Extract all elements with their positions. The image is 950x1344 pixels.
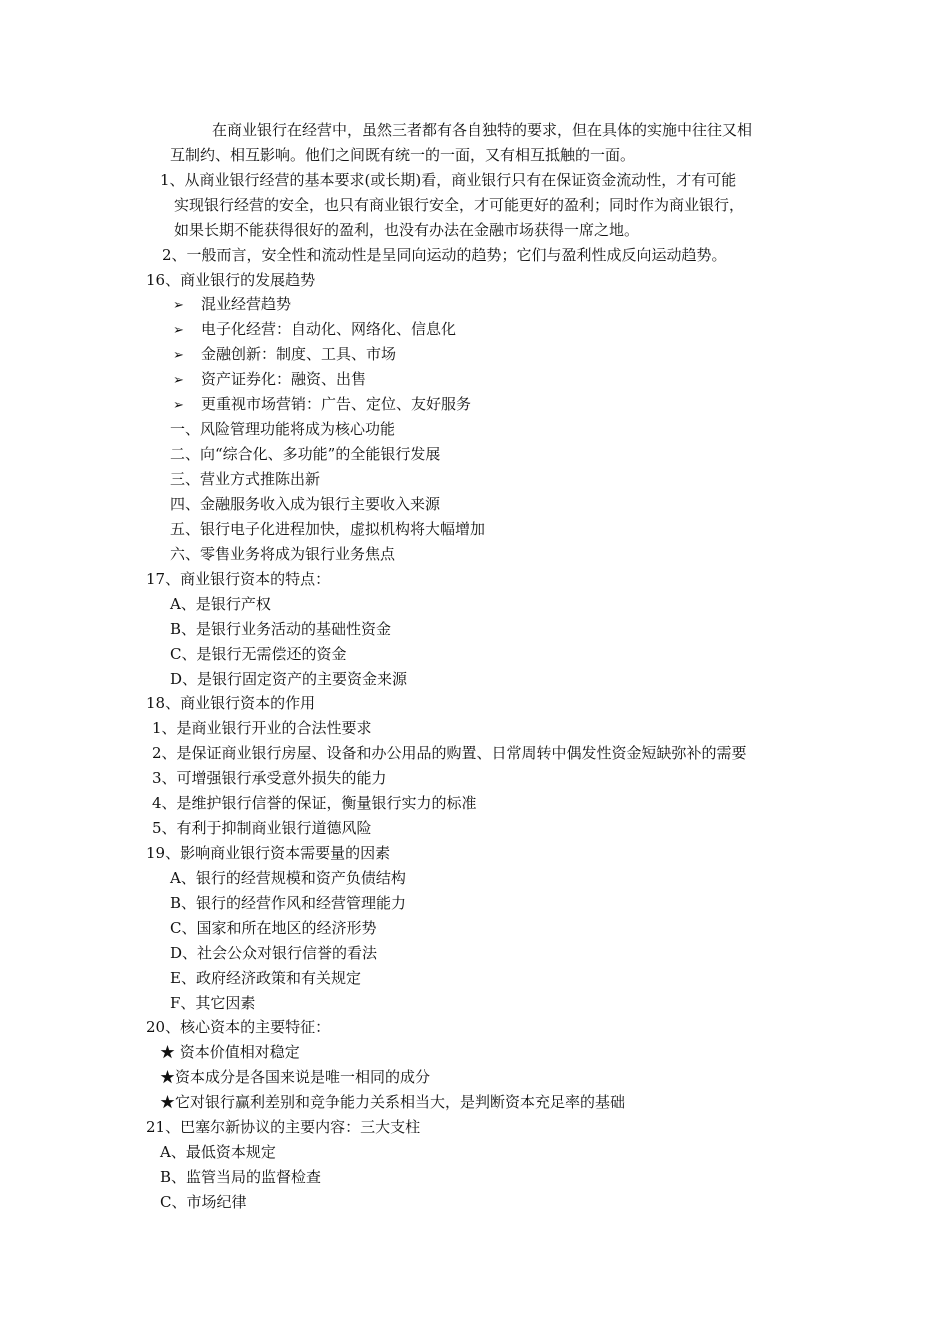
list-item: C、市场纪律 [160,1193,247,1211]
section-20-heading: 20、核心资本的主要特征： [146,1018,331,1036]
list-item: F、其它因素 [170,994,256,1012]
bullet-item-text: 金融创新：制度、工具、市场 [201,345,397,363]
list-item: 二、向“综合化、多功能”的全能银行发展 [170,445,441,463]
arrow-bullet-icon: ➢ [173,373,184,388]
list-item: 一、风险管理功能将成为核心功能 [170,420,396,438]
intro-point-1-line: 实现银行经营的安全，也只有商业银行安全，才可能更好的盈利；同时作为商业银行， [174,196,745,214]
bullet-item-text: 电子化经营：自动化、网络化、信息化 [201,320,457,338]
bullet-item [173,344,396,366]
intro-point-2: 2、一般而言，安全性和流动性是呈同向运动的趋势；它们与盈利性成反向运动趋势。 [162,246,727,264]
list-item: A、是银行产权 [170,595,271,613]
bullet-item [173,319,456,341]
star-item: ★它对银行赢利差别和竞争能力关系相当大，是判断资本充足率的基础 [160,1093,626,1111]
section-21-heading: 21、巴塞尔新协议的主要内容：三大支柱 [146,1118,421,1136]
bullet-item [173,394,471,416]
bullet-item [173,294,291,316]
bullet-item-text: 更重视市场营销：广告、定位、友好服务 [201,395,472,413]
intro-point-1-line: 如果长期不能获得很好的盈利，也没有办法在金融市场获得一席之地。 [174,221,640,239]
intro-paragraph-line: 互制约、相互影响。他们之间既有统一的一面，又有相互抵触的一面。 [170,146,636,164]
star-item: ★资本成分是各国来说是唯一相同的成分 [160,1068,431,1086]
list-item: B、是银行业务活动的基础性资金 [170,620,392,638]
list-item: 5、有利于抑制商业银行道德风险 [152,819,372,837]
bullet-item-text: 资产证券化：融资、出售 [201,370,367,388]
arrow-bullet-icon: ➢ [173,398,184,413]
list-item: 三、营业方式推陈出新 [170,470,321,488]
list-item: C、国家和所在地区的经济形势 [170,919,377,937]
bullet-item [173,369,366,391]
arrow-bullet-icon: ➢ [173,323,184,338]
bullet-item-text: 混业经营趋势 [201,295,292,313]
arrow-bullet-icon: ➢ [173,348,184,363]
list-item: E、政府经济政策和有关规定 [170,969,361,987]
intro-paragraph-line: 在商业银行在经营中，虽然三者都有各自独特的要求，但在具体的实施中往往又相 [212,121,753,139]
list-item: B、监管当局的监督检查 [160,1168,322,1186]
list-item: B、银行的经营作风和经营管理能力 [170,894,407,912]
list-item: 4、是维护银行信誉的保证，衡量银行实力的标准 [152,794,477,812]
list-item: 五、银行电子化进程加快，虚拟机构将大幅增加 [170,520,486,538]
arrow-bullet-icon: ➢ [173,298,184,313]
list-item: D、社会公众对银行信誉的看法 [170,944,378,962]
star-item: ★ 资本价值相对稳定 [160,1043,300,1061]
list-item: A、银行的经营规模和资产负债结构 [170,869,406,887]
section-16-heading: 16、商业银行的发展趋势 [146,271,316,289]
section-17-heading: 17、商业银行资本的特点： [146,570,331,588]
list-item: 2、是保证商业银行房屋、设备和办公用品的购置、日常周转中偶发性资金短缺弥补的需要 [152,744,747,762]
list-item: 1、是商业银行开业的合法性要求 [152,719,372,737]
list-item: D、是银行固定资产的主要资金来源 [170,670,408,688]
list-item: 四、金融服务收入成为银行主要收入来源 [170,495,441,513]
list-item: 3、可增强银行承受意外损失的能力 [152,769,387,787]
intro-point-1-line: 1、从商业银行经营的基本要求(或长期)看，商业银行只有在保证资金流动性，才有可能 [160,171,737,189]
section-18-heading: 18、商业银行资本的作用 [146,694,316,712]
list-item: 六、零售业务将成为银行业务焦点 [170,545,396,563]
list-item: A、最低资本规定 [160,1143,276,1161]
list-item: C、是银行无需偿还的资金 [170,645,347,663]
section-19-heading: 19、影响商业银行资本需要量的因素 [146,844,391,862]
